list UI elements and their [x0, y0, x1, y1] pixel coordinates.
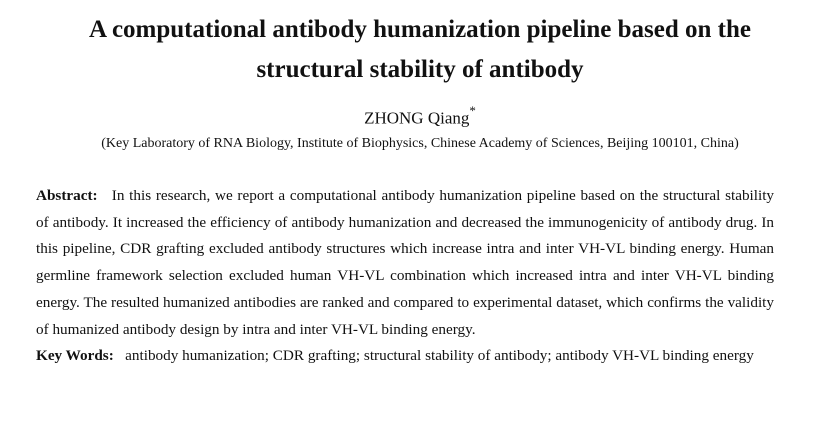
abstract-text: In this research, we report a computational antibody humanization pipeline based on the structural stability of antibody. It increased the efficiency of antibody humanization and decreased the immunogenicity of antibody drug. In this pipeline, CDR grafting excluded antibody structures which increase intra and inter VH-VL binding energy. Human germline framework selection excluded human VH-VL combination which increased intra and inter VH-VL binding energy. The resulted humanized antibodies are ranked and compared to experimental dataset, which confirms the validity of humanized antibody design by intra and inter VH-VL binding energy. [36, 187, 775, 338]
author-name: ZHONG Qiang [364, 108, 470, 128]
abstract-paragraph [36, 183, 774, 343]
keywords-label: Key Words: [36, 347, 114, 365]
keywords-paragraph [36, 343, 774, 370]
abstract-section [36, 183, 774, 370]
abstract-label: Abstract: [36, 187, 98, 204]
author-affiliation: (Key Laboratory of RNA Biology, Institute of Biophysics, Chinese Academy of Sciences, Beijing 100101, China) [101, 136, 739, 151]
keywords-text: antibody humanization; CDR grafting; structural stability of antibody; antibody VH-VL binding energy [125, 347, 754, 365]
corresponding-author-mark: * [469, 103, 476, 118]
paper-title [20, 10, 820, 90]
paper-title-line-1: A computational antibody humanization pipeline based on the [89, 16, 751, 43]
author-line [0, 102, 840, 130]
paper-title-line-2: structural stability of antibody [256, 56, 584, 83]
